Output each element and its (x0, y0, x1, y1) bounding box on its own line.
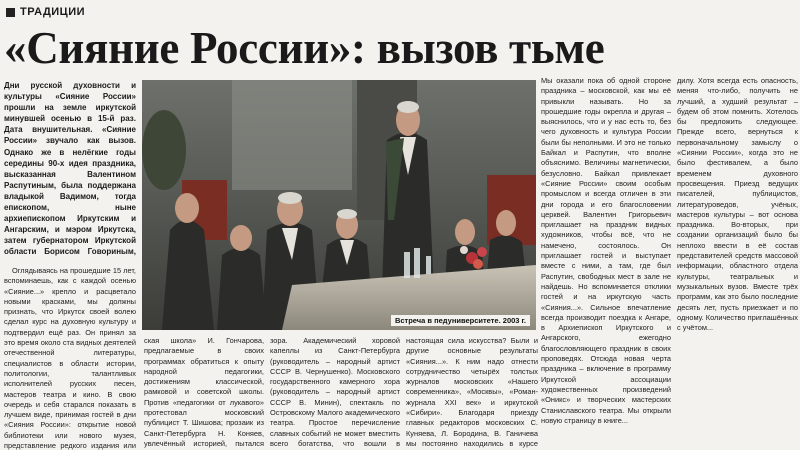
article-photo (142, 80, 536, 330)
section-rubric (6, 4, 85, 20)
text-column-3: зора. Академический хоровой капеллы из Санкт-Петербурга (руководитель – народный артист СССР В. Чернушенко). Московского государственного камерного хора (руководитель – народный артист СССР В. Минин), спектакль по Островскому Малого академического театра. Простое перечисление славных событий не может вместить всего богатства, что вошли в (270, 336, 400, 448)
section-label: ТРАДИЦИИ (20, 6, 86, 18)
rubric-square-icon (6, 8, 15, 17)
text-column-6: дилу. Хотя всегда есть опасность, меняя что-либо, получить не лучший, а худший результат – будем об этом помнить. Хотелось бы предложить следующее. Прежде всего, вернуться к первоначальному замыслу о «Сиянии России», когда это не было фестивалем, а было временем духовного просвещения. Приезд ведущих писателей, публицистов, литературоведов, учёных, мастеров культуры – вот основа праздника. Во-вторых, при создании организаций было бы неплохо ввести в её состав представителей средств массовой информации, областного отдела культуры, театральных и музыкальных вузов. Вместе трёх программ, как это было последние десять лет, пусть приезжает и по одному. Количество приглашённых с учётом... (677, 76, 798, 333)
article-lead: Дни русской духовности и культуры «Сияние России» прошли на земле иркутской минувшей осенью в 15-й раз. Дата внушительная. «Сияние России» звучало как вызов. Однако же в нелёгкие годы середины 90-х идея праздника, высказанная Валентином Распутиным, была поддержана владыкой Вадимом, тогда епископом, ныне архиепископом Иркутским и Ангарским, и мэром Иркутска, затем губернатором Иркутской области Борисом Говориным, (4, 81, 136, 257)
photo-people-image (142, 80, 536, 330)
article-headline: «Сияние России»: вызов тьме (4, 23, 605, 73)
text-column-4: настоящая сила искусства? Были и другие основные результаты «Сияния...». К ним надо отнести сотрудничество четырёх толстых журналов московских «Нашего современника», «Москвы», «Роман-журнала XXI век» и иркутской «Сибири». Благодаря приезду главных редакторов московских С. Куняева, Л. Бородина, В. Ганичева мы постоянно находились в курсе (406, 336, 538, 448)
text-column-5: Мы оказали пока об одной стороне праздника – московской, как мы её привыкли называть. Но за прошедшие годы окрепла и другая – выяснилось, что и у нас есть то, без чего духовность и культура России были бы неполными. И это не только Байкал и Распутин, что вполне объяснимо. Величины магнетически, безусловно. Байкал привлекает «Сияние России» своим особым промыслом и всегда отличен в эти дни города и его благословении церквей. Валентин Григорьевич приглашает на праздник видных художников, чтобы всё, что не намечено, состоялось. Он приглашает гостей и выступает вместе с ними, а там, где был Распутин, свободных мест в зале не найдешь. Но вспоминается отклики гостей и на иркутскую часть «Сияния...». Сильное впечатление всегда производит поездка к Ангаре, в Архиепископ Иркутского и Ангарского, ежегодно благословляющего праздник в своих проповедях. Отсюда новая черта праздника – включение в программу Иркутской ассоциации художественных произведений «Оникс» и творческих мастерских Станиславского театра. Мы открыли новую страницу в книге... (541, 76, 671, 425)
photo-caption: Встреча в педуниверситете. 2003 г. (391, 315, 530, 326)
text-column-2: ская школа» И. Гончарова, предлагаемые в своих программах обратиться к опыту народной педагогики, достижениям классической, рамковой и советской школы. Против «педагогики от лукавого» протестовал московский публицист Т. Шишова; прозаик из Санкт-Петербурга Н. Коняев, увлечённый историей, пытался (144, 336, 264, 448)
column-1-paragraph-1: Оглядываясь на прошедшие 15 лет, вспоминаешь, как с каждой осенью «Сияние...» крепло и расцветало новыми красками, мы должны признать, что Иркутск своей волею сделал курс на духовную культуру и подтвердил ещё раз. Он принял за это время около ста видных деятелей отечественной литературы, специалистов в области истории, политологии, талантливых исполнителей русских песен, мастеров театра и кино. В свою очередь и себя старался показать в лучшем виде, принимая гостей в дни «Сияния России»: открытие новой библиотеки или нового музея, представление редкого издания или (4, 266, 136, 450)
text-column-1 (4, 266, 136, 450)
